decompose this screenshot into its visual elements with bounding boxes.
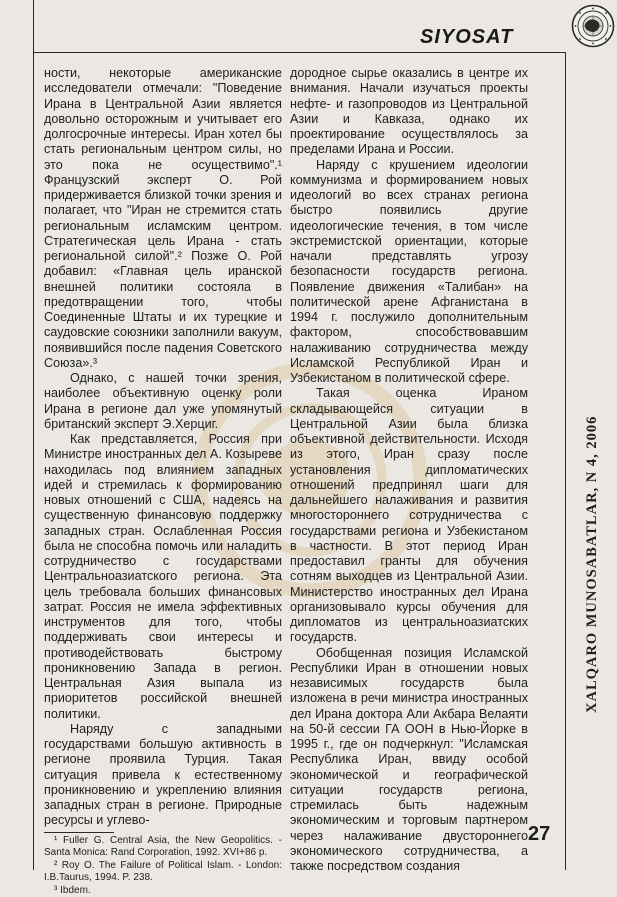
- page-number: 27: [528, 823, 550, 846]
- journal-title: XALQARO MUNOSABATLAR, N 4, 2006: [584, 416, 601, 713]
- footnotes: [44, 835, 282, 897]
- left-column: [44, 66, 282, 897]
- globe-emblem-icon: [571, 4, 615, 48]
- paragraph: дородное сырье оказались в центре их внимания. Начали изучаться проекты нефте- и газопроводов из Центральной Азии и Кавказа, однако их проектирование осуществлялось за пределами Ирана и России.: [290, 66, 528, 158]
- left-margin-rule: [33, 0, 34, 870]
- right-column: [290, 66, 528, 874]
- paragraph: Как представляется, Россия при Министре иностранных дел А. Козыреве находилась под влиянием западных идей и стремилась к формированию новых отношений с США, надеясь на существенную финансовую поддержку западных стран. Ослабленная Россия была не способна помочь или наладить сотрудничество с государствами Центральноазиатского региона. Эта цель требовала больших финансовых затрат. Россия не имела эффективных инструментов для того, чтобы поддерживать свои интересы и противодействовать быстрому проникновению Запада в регион. Центральная Азия выпала из приоритетов российской внешней политики.: [44, 432, 282, 722]
- footnote: ¹ Fuller G. Central Asia, the New Geopolitics. - Santa Monica: Rand Corporation, 1992. XVI+86 p.: [44, 835, 282, 860]
- footnote: ² Roy O. The Failure of Political Islam. - London: I.B.Taurus, 1994. P. 238.: [44, 860, 282, 885]
- paragraph: ности, некоторые американские исследователи отмечали: "Поведение Ирана в Центральной Азии является довольно осторожным и учитывает его долгосрочные интересы. Иран хотел бы стать региональным центром силы, но это пока не осуществимо".¹ Французский эксперт О. Рой придерживается близкой точки зрения и полагает, что "Иран не стремится стать региональным исламским центром. Стратегическая цель Ирана - стать региональной силой".² Позже О. Рой добавил: «Главная цель иранской внешней политики состояла в предотвращении того, чтобы Соединенные Штаты и их турецкие и саудовские союзники заполнили вакуум, появившийся после падения Советского Союза».³: [44, 66, 282, 371]
- section-title: SIYOSAT: [420, 26, 513, 49]
- footnote-divider: [44, 832, 114, 833]
- paragraph: Обобщенная позиция Исламской Республики Иран в отношении новых независимых государств была изложена в речи министра иностранных дел Ирана доктора Али Акбара Велаяти на 50-й сессии ГА ООН в Нью-Йорке в 1995 г., где он подчеркнул: "Исламская Республика Иран, ввиду особой экономической и географической ситуации государств региона, стремилась быть надежным экономическим и торговым партнером через налаживание двустороннего экономического сотрудничества, а также посредством создания: [290, 646, 528, 875]
- paragraph: Такая оценка Ираном складывающейся ситуации в Центральной Азии была близка объективной действительности. Исходя из этого, Иран сразу после установления дипломатических отношений предпринял шаги для дальнейшего налаживания и развития многостороннего сотрудничества с государствами региона и Узбекистаном в частности. В этот период Иран предоставил гранты для обучения сотням выходцев из Центральной Азии. Министерство иностранных дел Ирана организовывало курсы обучения для дипломатов из центральноазиатских государств.: [290, 386, 528, 645]
- paragraph: Однако, с нашей точки зрения, наиболее объективную оценку роли Ирана в регионе дал уже упомянутый британский эксперт Э.Херциг.: [44, 371, 282, 432]
- header-rule: [33, 52, 566, 53]
- paragraph: Наряду с западными государствами большую активность в регионе проявила Турция. Такая ситуация привела к естественному проникновению и укреплению влияния западных стран в регионе. Природные ресурсы и углево-: [44, 722, 282, 829]
- paragraph: Наряду с крушением идеологии коммунизма и формированием новых идеологий во всех странах региона быстро появились другие идеологические течения, в том числе экстремистской ориентации, которые начали представлять угрозу безопасности государств региона. Появление движения «Талибан» на политической арене Афганистана в 1994 г. послужило дополнительным фактором, способствовавшим налаживанию сотрудничества между Исламской Республикой Иран и Узбекистаном в политической сфере.: [290, 158, 528, 387]
- footnote: ³ Ibdem.: [44, 885, 282, 897]
- right-margin-rule: [565, 52, 566, 870]
